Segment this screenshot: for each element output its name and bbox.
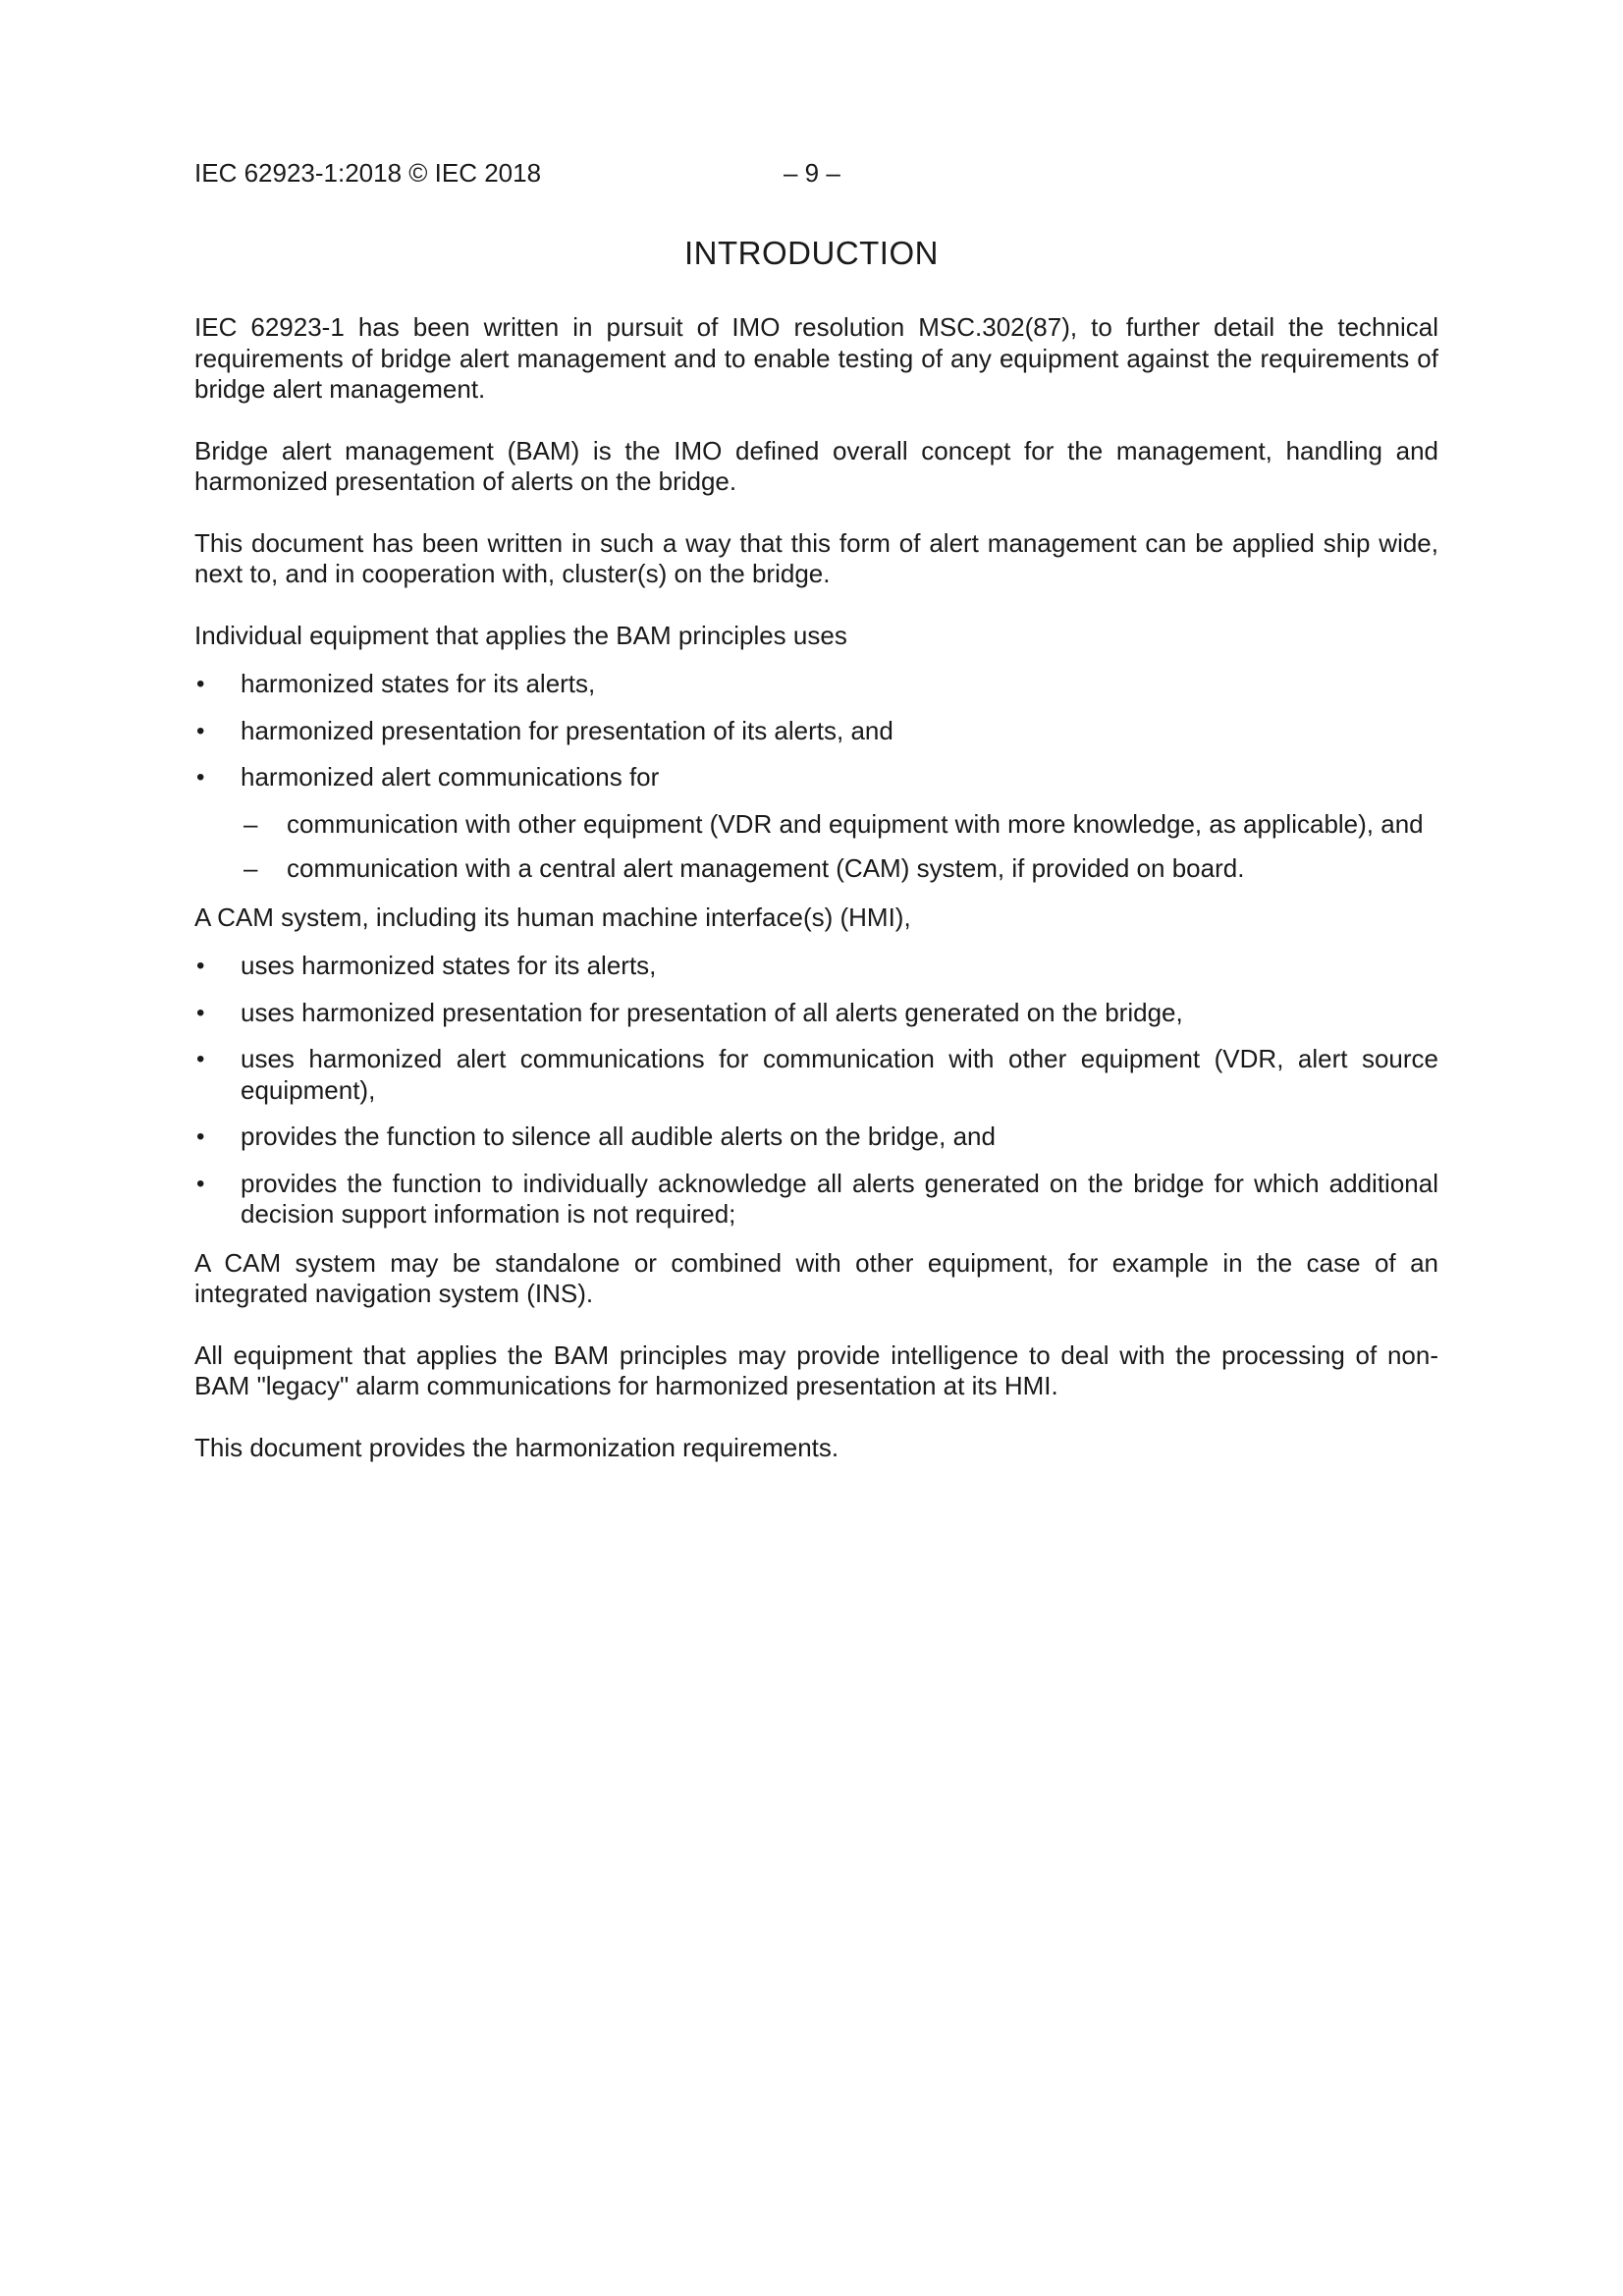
list-item-text: uses harmonized states for its alerts, xyxy=(241,951,657,980)
paragraph: Bridge alert management (BAM) is the IMO defined overall concept for the management, handling and harmonized presentation of alerts on the bridge. xyxy=(194,435,1438,496)
list-item xyxy=(194,1121,1438,1153)
list-item-text: uses harmonized alert communications for communication with other equipment (VDR, alert source equipment), xyxy=(241,1044,1438,1105)
bullet-marker: • xyxy=(196,1123,205,1150)
sub-list-item xyxy=(241,853,1438,885)
bullet-marker: • xyxy=(196,1046,205,1072)
page-header xyxy=(194,157,840,189)
paragraph: A CAM system may be standalone or combined with other equipment, for example in the case of an integrated navigation system (INS). xyxy=(194,1247,1438,1308)
equipment-bullet-list xyxy=(194,669,1438,885)
communications-dash-list xyxy=(241,809,1438,885)
list-item xyxy=(194,762,1438,885)
bullet-marker: • xyxy=(196,1170,205,1197)
sub-list-item-text: communication with other equipment (VDR and equipment with more knowledge, as applicable), and xyxy=(287,808,1424,839)
section-title: INTRODUCTION xyxy=(684,235,939,271)
list-item xyxy=(194,1044,1438,1106)
list-item xyxy=(194,669,1438,700)
dash-marker: – xyxy=(243,853,258,883)
paragraph: IEC 62923-1 has been written in pursuit of IMO resolution MSC.302(87), to further detail the technical requirements of bridge alert management and to enable testing of any equipment against the requirements of bridge alert management. xyxy=(194,312,1438,404)
bullet-marker: • xyxy=(196,953,205,979)
sub-list-item xyxy=(241,809,1438,841)
bullet-marker: • xyxy=(196,671,205,697)
paragraph: This document has been written in such a way that this form of alert management can be applied ship wide, next to, and in cooperation with, cluster(s) on the bridge. xyxy=(194,527,1438,588)
list-item-text: harmonized states for its alerts, xyxy=(241,669,596,698)
cam-bullet-list xyxy=(194,951,1438,1230)
list-item-text: harmonized alert communications for xyxy=(241,762,660,792)
bullet-marker: • xyxy=(196,764,205,791)
list-item xyxy=(194,1169,1438,1230)
list-item xyxy=(194,951,1438,982)
list-item-text: provides the function to individually acknowledge all alerts generated on the bridge for which additional decision support information is not required; xyxy=(241,1168,1438,1229)
paragraph: All equipment that applies the BAM principles may provide intelligence to deal with the processing of non-BAM "legacy" alarm communications for harmonized presentation at its HMI. xyxy=(194,1339,1438,1400)
paragraph: Individual equipment that applies the BAM principles uses xyxy=(194,620,847,650)
dash-marker: – xyxy=(243,808,258,839)
document-code: IEC 62923-1:2018 © IEC 2018 xyxy=(194,158,542,188)
bullet-marker: • xyxy=(196,717,205,744)
list-item-text: harmonized presentation for presentation of its alerts, and xyxy=(241,715,893,745)
page-number: – 9 – xyxy=(784,158,840,188)
document-body xyxy=(194,312,1438,1494)
paragraph: This document provides the harmonization requirements. xyxy=(194,1432,839,1462)
list-item xyxy=(194,998,1438,1029)
list-item-text: uses harmonized presentation for presentation of all alerts generated on the bridge, xyxy=(241,997,1183,1027)
list-item-text: provides the function to silence all audible alerts on the bridge, and xyxy=(241,1121,996,1151)
bullet-marker: • xyxy=(196,999,205,1026)
list-item xyxy=(194,716,1438,747)
sub-list-item-text: communication with a central alert management (CAM) system, if provided on board. xyxy=(287,853,1245,883)
cam-intro-paragraph: A CAM system, including its human machine interface(s) (HMI), xyxy=(194,902,911,932)
